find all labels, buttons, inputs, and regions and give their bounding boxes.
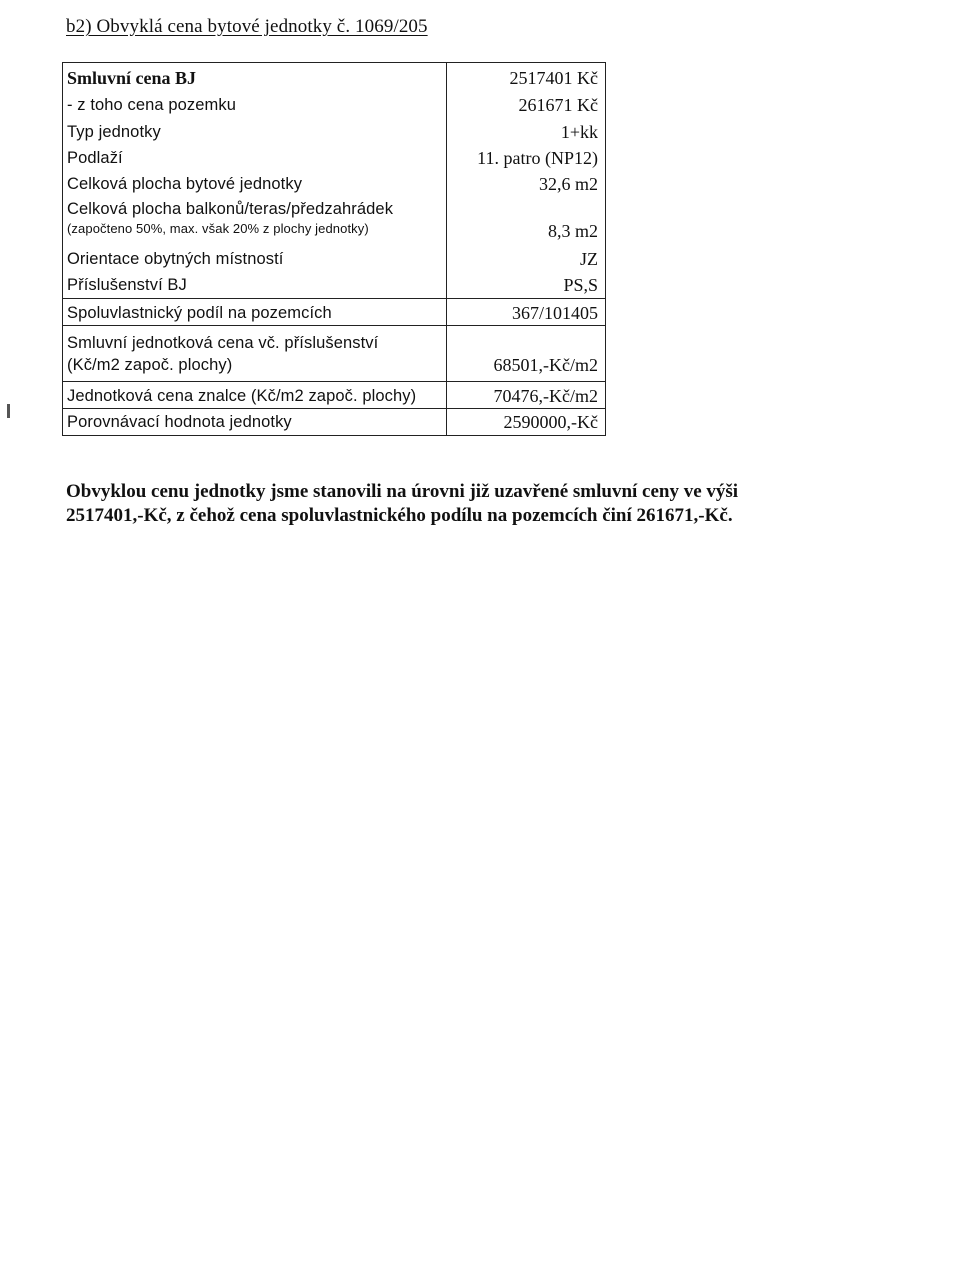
table-row-land-price — [63, 94, 605, 116]
row-label: Jednotková cena znalce (Kč/m2 započ. plochy) — [67, 387, 417, 405]
table-row-unit-type — [63, 121, 605, 143]
row-value: 70476,-Kč/m2 — [493, 386, 598, 406]
row-value: 367/101405 — [511, 303, 598, 323]
row-value: PS,S — [563, 275, 598, 295]
row-value: 1+kk — [560, 122, 598, 142]
row-value: 261671 Kč — [518, 95, 598, 115]
table-row-balcony-area — [63, 198, 605, 244]
row-value: 8,3 m2 — [547, 221, 598, 241]
row-label: Podlaží — [67, 149, 123, 167]
row-label: Příslušenství BJ — [67, 276, 187, 294]
row-label: Typ jednotky — [67, 123, 161, 141]
row-label: Celková plocha bytové jednotky — [67, 175, 303, 193]
row-label: Smluvní cena BJ — [67, 68, 197, 88]
row-label-note: (započteno 50%, max. však 20% z plochy jednotky) — [67, 221, 369, 236]
row-label-main: Celková plocha balkonů/teras/předzahrádek — [67, 200, 394, 218]
table-row-contract-price — [63, 67, 605, 89]
summary-line-2: 2517401,-Kč, z čehož cena spoluvlastnického podílu na pozemcích činí 261671,-Kč. — [66, 505, 733, 526]
row-value: 68501,-Kč/m2 — [493, 355, 598, 375]
table-row-floor — [63, 147, 605, 169]
row-value: 11. patro (NP12) — [477, 148, 598, 168]
table-row-expert-unit-price — [63, 381, 605, 407]
row-label: Orientace obytných místností — [67, 250, 284, 268]
table-row-contract-unit-price — [63, 325, 605, 381]
row-label-line2: (Kč/m2 započ. plochy) — [67, 356, 233, 374]
row-label: Spoluvlastnický podíl na pozemcích — [67, 304, 332, 322]
row-value: 2590000,-Kč — [503, 412, 598, 432]
row-label: - z toho cena pozemku — [67, 96, 237, 114]
table-row-land-share — [63, 298, 605, 324]
row-value: JZ — [580, 249, 598, 269]
summary-paragraph — [66, 480, 786, 528]
row-label — [67, 198, 442, 238]
row-value: 2517401 Kč — [509, 68, 598, 88]
summary-line-1: Obvyklou cenu jednotky jsme stanovili na úrovni již uzavřené smluvní ceny ve výši — [66, 481, 739, 502]
row-value: 32,6 m2 — [538, 174, 598, 194]
scan-artifact — [7, 404, 10, 418]
table-row-total-area — [63, 173, 605, 195]
table-row-accessories — [63, 274, 605, 296]
row-label-line1: Smluvní jednotková cena vč. příslušenství — [67, 334, 379, 352]
table-row-orientation — [63, 248, 605, 270]
table-row-comparative-value — [63, 408, 605, 434]
price-table — [62, 62, 606, 436]
row-label — [67, 332, 442, 376]
section-heading: b2) Obvyklá cena bytové jednotky č. 1069/205 — [66, 16, 428, 37]
row-label: Porovnávací hodnota jednotky — [67, 413, 292, 431]
